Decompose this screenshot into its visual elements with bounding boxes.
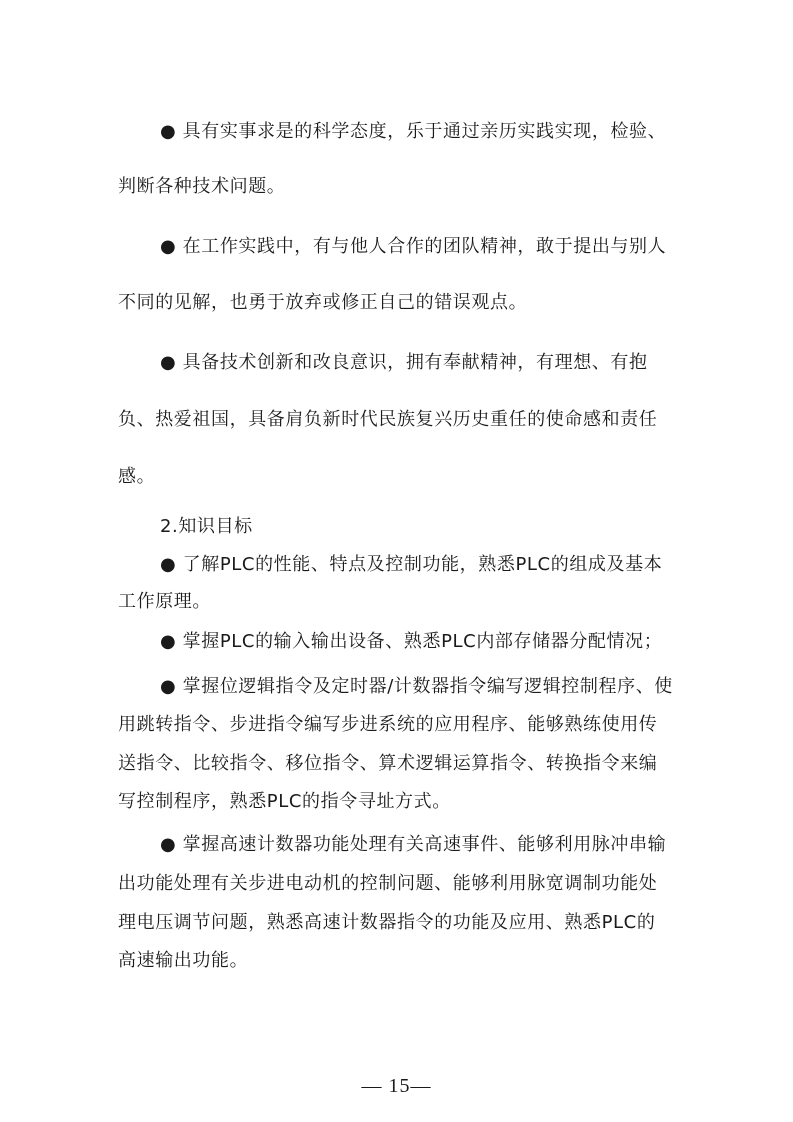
text-line-7: 感。	[118, 466, 156, 487]
text-line-9: ● 了解PLC的性能、特点及控制功能，熟悉PLC的组成及基本	[160, 554, 663, 575]
text-line-6: 负、热爱祖国，具备肩负新时代民族复兴历史重任的使命感和责任	[118, 409, 658, 430]
text-line-12: ● 掌握位逻辑指令及定时器/计数器指令编写逻辑控制程序、使	[160, 676, 673, 697]
text-line-14: 送指令、比较指令、移位指令、算术逻辑运算指令、转换指令来编	[118, 753, 658, 774]
section-heading: 2.知识目标	[160, 516, 253, 537]
text-line-10: 工作原理。	[118, 591, 211, 612]
text-line-5: ● 具备技术创新和改良意识，拥有奉献精神，有理想、有抱	[160, 352, 648, 373]
text-line-2: 判断各种技术问题。	[118, 176, 286, 197]
text-line-1: ● 具有实事求是的科学态度，乐于通过亲历实践实现，检验、	[160, 121, 667, 142]
text-line-16: ● 掌握高速计数器功能处理有关高速事件、能够利用脉冲串输	[160, 834, 667, 855]
text-line-13: 用跳转指令、步进指令编写步进系统的应用程序、能够熟练使用传	[118, 714, 658, 735]
text-line-3: ● 在工作实践中，有与他人合作的团队精神，敢于提出与别人	[160, 236, 667, 257]
text-line-19: 高速输出功能。	[118, 950, 249, 971]
text-line-15: 写控制程序，熟悉PLC的指令寻址方式。	[118, 791, 451, 812]
text-line-11: ● 掌握PLC的输入输出设备、熟悉PLC内部存储器分配情况；	[160, 631, 663, 652]
text-line-17: 出功能处理有关步进电动机的控制问题、能够利用脉宽调制功能处	[118, 873, 658, 894]
text-line-4: 不同的见解，也勇于放弃或修正自己的错误观点。	[118, 292, 528, 313]
text-line-18: 理电压调节问题，熟悉高速计数器指令的功能及应用、熟悉PLC的	[118, 912, 656, 933]
page-number: — 15—	[361, 1075, 432, 1097]
